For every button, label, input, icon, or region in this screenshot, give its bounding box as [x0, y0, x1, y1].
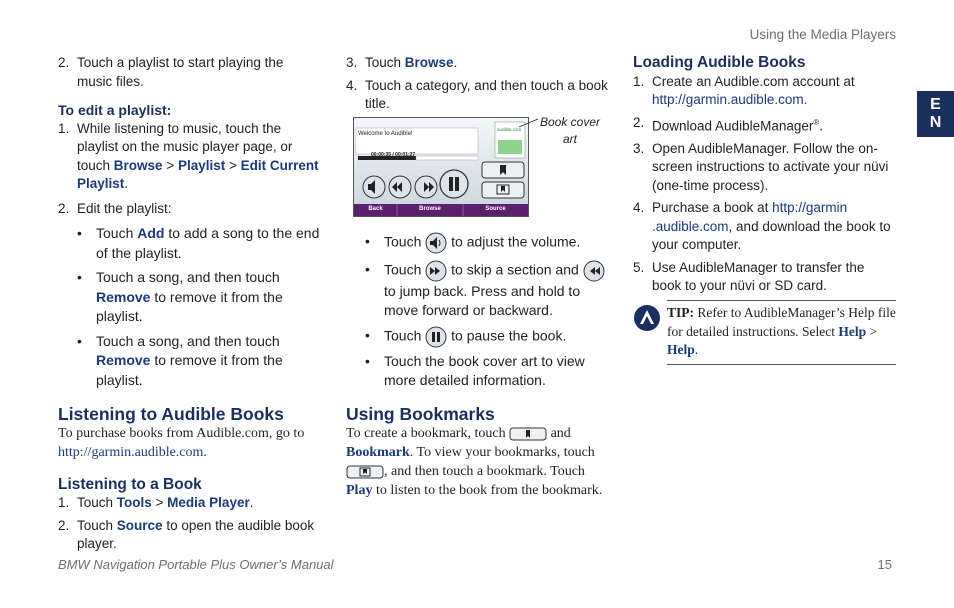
section-heading: Listening to Audible Books	[58, 404, 284, 424]
list-item: • Touch Add to add a song to the end of the playlist.	[77, 225, 320, 261]
tip-box: TIP: Refer to AudibleManager’s Help file for detailed instructions. Select Help > Help.	[667, 300, 896, 365]
player-time: 00:00:35 / 00:01:27	[371, 152, 416, 158]
edit-playlist-heading: To edit a playlist:	[58, 102, 172, 118]
list-item: 5. Use AudibleManager to transfer the book to your nüvi or SD card.	[633, 259, 865, 293]
list-item: • Touch to pause the book.	[346, 326, 608, 348]
callout-label: Book cover art	[539, 115, 601, 146]
list-item: 1. Create an Audible.com account at http://garmin.audible.com.	[633, 73, 855, 107]
list-item: 1. Touch Tools > Media Player.	[58, 495, 254, 510]
list-item: 3. Touch Browse.	[346, 55, 458, 70]
skip-forward-icon[interactable]	[425, 260, 447, 282]
language-tab	[917, 91, 954, 137]
list-item: 2. Touch a playlist to start playing the music files.	[58, 55, 284, 89]
list-item: 1. While listening to music, touch the playlist on the music player page, or touch Browse > Playlist > Edit Current Playlist.	[58, 120, 319, 191]
audible-link[interactable]: http://garmin.audible.com	[58, 444, 204, 460]
manual-title: BMW Navigation Portable Plus Owner’s Manual	[58, 557, 334, 572]
running-header: Using the Media Players	[749, 27, 896, 42]
list-item: 2. Touch Source to open the audible book player.	[58, 517, 315, 551]
garmin-audible-link[interactable]: http://garmin.audible.com.	[652, 92, 808, 107]
paragraph: To create a bookmark, touch and Bookmark. To view your bookmarks, touch , and then touch a bookmark. Touch Play to listen to the book from the bookmark.	[346, 426, 603, 498]
column-2-bullets	[346, 232, 608, 390]
list-item: • Touch a song, and then touch Remove to remove it from the playlist.	[77, 269, 283, 324]
view-bookmarks-icon[interactable]	[346, 465, 384, 479]
list-item: 2. Edit the playlist:	[58, 200, 172, 216]
book-cover-art[interactable]: audible.com	[497, 127, 522, 132]
bookmark-icon[interactable]	[509, 427, 547, 441]
tip-icon	[633, 304, 661, 332]
skip-back-icon[interactable]	[583, 260, 605, 282]
list-item: 4. Purchase a book at http://garmin .audible.com, and download the book to your computer.	[633, 200, 891, 252]
list-item: 3. Open AudibleManager. Follow the on-screen instructions to activate your nüvi (one-time process).	[633, 140, 889, 193]
column-2	[346, 54, 608, 114]
list-item: • Touch a song, and then touch Remove to remove it from the playlist.	[77, 332, 283, 388]
list-item: • Touch to skip a section and to jump back. Press and hold to move forward or backward.	[346, 260, 608, 320]
subsection-heading: Listening to a Book	[58, 475, 202, 493]
player-browse-button[interactable]: Browse	[419, 206, 441, 212]
column-1	[58, 54, 320, 554]
player-source-button[interactable]: Source	[485, 206, 506, 212]
lang-letter-n: N	[929, 114, 942, 131]
paragraph: To purchase books from Audible.com, go to http://garmin.audible.com.	[58, 425, 305, 460]
section-heading: Using Bookmarks	[346, 404, 495, 424]
page-number: 15	[877, 557, 892, 572]
subsection-heading: Loading Audible Books	[633, 54, 806, 71]
column-3	[633, 54, 895, 296]
list-item: 4. Touch a category, and then touch a book title.	[346, 77, 608, 111]
lang-letter-e: E	[930, 96, 941, 113]
player-title: Welcome to Audible!	[358, 131, 413, 137]
pause-icon[interactable]	[425, 326, 447, 348]
audible-player-screenshot	[353, 117, 529, 217]
list-item: • Touch to adjust the volume.	[346, 232, 608, 254]
volume-icon[interactable]	[425, 232, 447, 254]
list-item: • Touch the book cover art to view more detailed information.	[365, 353, 585, 388]
garmin-audible-link-2[interactable]: http://garmin .audible.com	[652, 200, 848, 234]
player-back-button[interactable]: Back	[368, 206, 383, 212]
list-item: 2. Download AudibleManager®.	[633, 114, 824, 133]
